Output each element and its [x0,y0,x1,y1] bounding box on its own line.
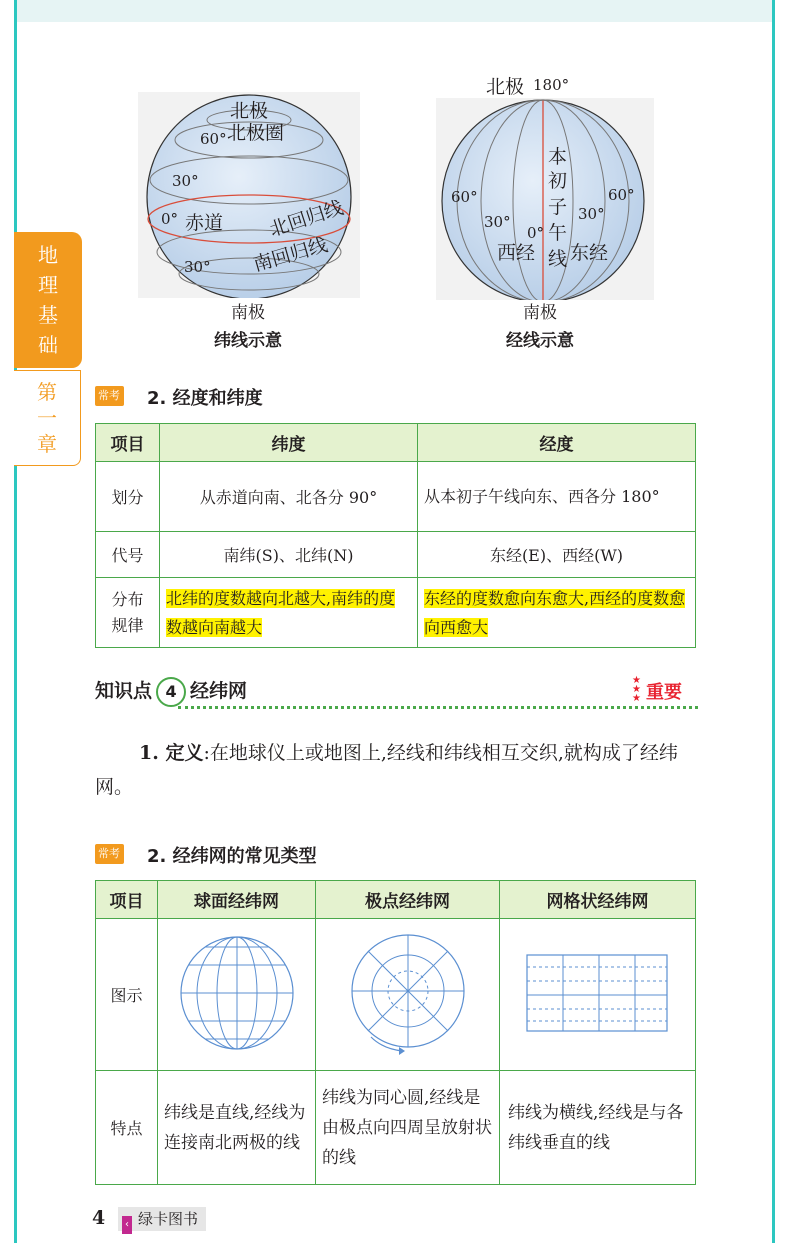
table-row [96,462,696,532]
table-row [96,532,696,578]
frequent-exam-badge: 常考 [95,386,124,406]
table-cell: 南纬(S)、北纬(N) [160,532,418,578]
latitude-30s-label: 30° [184,258,211,276]
table-header: 网格状经纬网 [500,881,696,919]
side-tab-char: 地 [38,243,58,267]
table-cell: 从赤道向南、北各分 90° [160,462,418,532]
dotted-divider [178,706,698,709]
table-row [96,578,696,648]
chapter-side-tab [14,232,82,468]
top-band [17,0,772,22]
longitude-60e-label: 60° [608,186,635,204]
grid-types-table [95,880,696,1185]
definition-lead: 1. 定义 [139,742,204,764]
brand-logo-icon: ‹ [122,1216,132,1234]
east-longitude-label: 东经 [570,242,609,264]
table-cell: 纬线为同心圆,经线是由极点向四周呈放射状的线 [316,1071,500,1185]
rectangular-grid-diagram [523,951,673,1035]
north-pole-label: 北极 [230,100,269,122]
definition-paragraph [95,736,695,804]
section-title-grid-types: 2. 经纬网的常见类型 [147,846,317,867]
table-row [96,919,696,1071]
table-cell [500,919,696,1071]
longitude-30e-label: 30° [578,205,605,223]
table-cell: 纬线是直线,经线为连接南北两极的线 [158,1071,316,1185]
table-header: 项目 [96,424,160,462]
table-cell: 从本初子午线向东、西各分 180° [418,462,696,532]
prime-meridian-char: 午 [548,222,568,244]
table-header: 纬度 [160,424,418,462]
brand-label [118,1207,206,1231]
row-label: 特点 [96,1071,158,1185]
table-header: 经度 [418,424,696,462]
side-tab-char: 基 [38,303,58,327]
page-frame-right [772,0,775,1243]
side-tab-char: 一 [37,406,57,430]
brand-name: 绿卡图书 [138,1210,199,1228]
table-header: 球面经纬网 [158,881,316,919]
latitude-figure-caption: 纬线示意 [214,331,282,351]
prime-meridian-char: 本 [548,146,568,168]
polar-grid-diagram [343,931,473,1055]
latitude-south-pole-label: 南极 [231,303,265,323]
arctic-circle-label: 北极圈 [227,122,285,144]
prime-meridian-char: 线 [548,248,568,270]
prime-meridian-char: 初 [548,170,568,192]
highlighted-text: 东经的度数愈向东愈大,西经的度数愈向西愈大 [424,588,686,637]
page-frame-left [14,0,17,1243]
important-tag: 重要 [646,682,682,703]
longitude-south-pole-label: 南极 [523,303,557,323]
tropic-of-cancer-label: 北回归线 [266,196,347,242]
side-tab-char: 第 [37,380,57,404]
table-cell: 东经(E)、西经(W) [418,532,696,578]
latitude-60-label: 60° [200,130,227,148]
row-label: 分布规律 [96,578,160,648]
equator-label: 赤道 [185,212,224,234]
longitude-180-label: 180° [533,76,570,94]
table-header: 项目 [96,881,158,919]
row-label: 图示 [96,919,158,1071]
definition-text: :在地球仪上或地图上,经线和纬线相互交织,就构成了经纬网。 [95,742,678,798]
row-label: 划分 [96,462,160,532]
knowledge-point-heading [95,676,247,707]
knowledge-point-number: 4 [156,677,186,707]
side-tab-char: 础 [38,333,58,357]
side-tab-chapter [14,370,81,466]
tropic-of-capricorn-label: 南回归线 [250,233,330,276]
west-longitude-label: 西经 [497,242,536,264]
highlighted-text: 北纬的度数越向北越大,南纬的度数越向南越大 [166,588,396,637]
knowledge-point-title: 经纬网 [190,680,248,702]
longitude-0-label: 0° [527,224,545,242]
row-label: 代号 [96,532,160,578]
longitude-north-pole-label: 北极 [486,76,525,98]
prime-meridian-char: 子 [548,196,568,218]
section-title-lat-lon: 2. 经度和纬度 [147,388,263,409]
side-tab-char: 章 [37,432,57,456]
star-icon: ★ ★ ★ [632,675,641,704]
side-tab-main [14,232,82,368]
longitude-30w-label: 30° [484,213,511,231]
longitude-60w-label: 60° [451,188,478,206]
frequent-exam-badge: 常考 [95,844,124,864]
table-cell [418,578,696,648]
table-cell [158,919,316,1071]
lat-lon-table [95,423,696,648]
side-tab-char: 理 [38,273,58,297]
longitude-figure-caption: 经线示意 [506,331,574,351]
knowledge-point-prefix: 知识点 [95,680,153,702]
table-header: 极点经纬网 [316,881,500,919]
table-cell [160,578,418,648]
spherical-grid-diagram [177,933,297,1053]
table-row [96,1071,696,1185]
table-cell: 纬线为横线,经线是与各纬线垂直的线 [500,1071,696,1185]
table-header-row [96,881,696,919]
latitude-30n-label: 30° [172,172,199,190]
table-header-row [96,424,696,462]
page-number: 4 [92,1207,106,1229]
latitude-0-label: 0° [161,210,179,228]
table-cell [316,919,500,1071]
